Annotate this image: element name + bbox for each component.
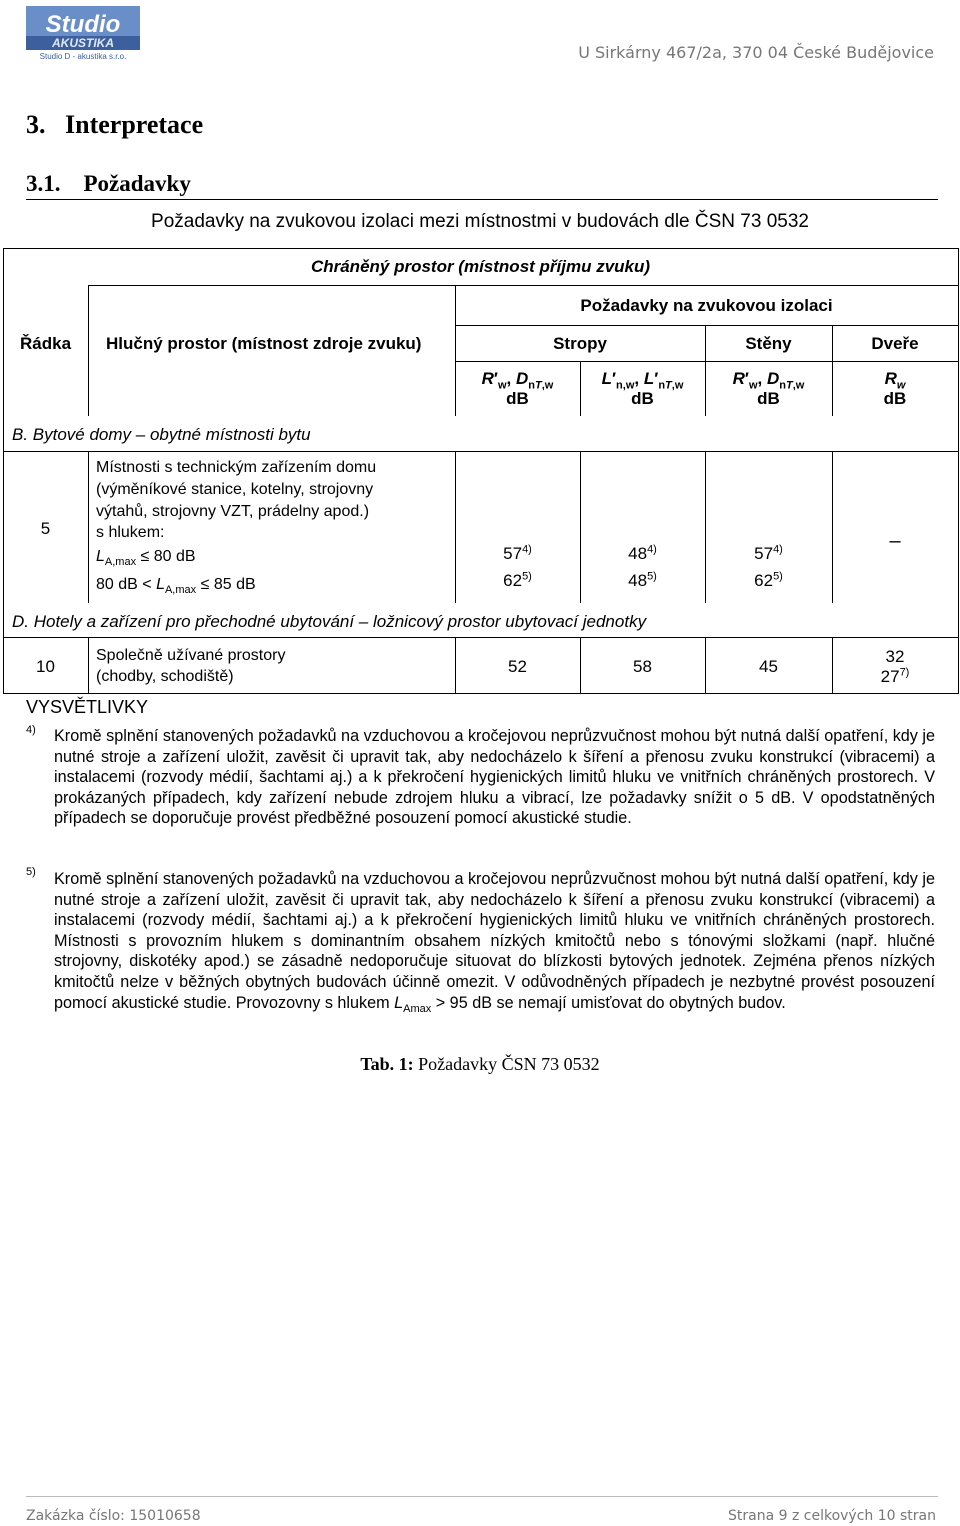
qty-ceiling-airborne: $R'_w$, $D_{nT,w}$ xyxy=(481,369,554,392)
row5-walls-1: 57$^{4)}$ xyxy=(754,543,783,563)
row5-number: 5 xyxy=(40,519,51,538)
row10-desc-line1: Společně užívané prostory xyxy=(96,647,286,664)
row5-ceiling-impact-1: 48$^{4)}$ xyxy=(628,543,657,563)
unit-doors: dB xyxy=(883,389,907,408)
unit-ceiling-airborne: dB xyxy=(506,389,529,408)
section-b-label: B. Bytové domy – obytné místnosti bytu xyxy=(12,425,311,444)
company-address: U Sirkárny 467/2a, 370 04 České Budějovice xyxy=(578,43,934,62)
svg-text:AKUSTIKA: AKUSTIKA xyxy=(52,36,114,50)
legend-note5-text: Kromě splnění stanovených požadavků na vzduchovou a kročejovou neprůzvučnost mohou být nutná další opatření, kdy je nutné stroje a zařízení uložit, zavěsit či upravit tak, aby nedocházelo k šíření a přenosu zvuku konstrukcí (vibracemi) a instalacemi (rozvody médií, šachtami aj.) a k překročení hygienických limitů hluku ve vnitřních chráněných prostorech. Místnosti s provozním hlukem s dominantním obsahem nízkých kmitočtů nebo s tónovými složkami (např. hlučné strojovny, diskotéky apod.) se zásadně nedoporučuje situovat do blízkosti bytových jednotek. Zejména přenos nízkých kmitočtů nelze v běžných obytných budovách účinně omezit. V odůvodněných případech je nezbytné provést posouzení pomocí akustické studie. Provozovny s hlukem $L_{Amax} > 95$ dB se nemají umisťovat do obytných budov. xyxy=(54,870,935,1015)
unit-walls-airborne: dB xyxy=(757,389,780,408)
col-doors-header: Dveře xyxy=(871,334,919,353)
row10-ceiling-impact: 58 xyxy=(633,657,652,676)
row10-walls: 45 xyxy=(759,657,778,676)
svg-text:Studio D - akustika s.r.o.: Studio D - akustika s.r.o. xyxy=(39,52,127,60)
subsection-heading: 3.1. Požadavky xyxy=(26,171,191,196)
requirements-header: Požadavky na zvukovou izolaci xyxy=(580,296,833,315)
row10-ceiling-airborne: 52 xyxy=(508,657,527,676)
row5-desc-line1: Místnosti s technickým zařízením domu xyxy=(96,459,377,476)
protected-space-header: Chráněný prostor (místnost příjmu zvuku) xyxy=(310,257,651,276)
legend-note4-mark: 4) xyxy=(26,724,36,736)
qty-doors: $R_w$ xyxy=(884,369,906,392)
qty-ceiling-impact: $L'_{n,w}$, $L'_{nT,w}$ xyxy=(601,369,684,392)
row5-desc-line2: (výměníkové stanice, kotelny, strojovny xyxy=(96,481,374,498)
row5-condition1: $L_{A,max} \le 80$ dB xyxy=(96,548,196,569)
row10-desc-line2: (chodby, schodiště) xyxy=(96,668,234,685)
company-logo xyxy=(26,6,140,60)
row5-doors: – xyxy=(889,530,901,552)
legend-note5-mark: 5) xyxy=(26,866,36,878)
qty-walls-airborne: $R'_w$, $D_{nT,w}$ xyxy=(732,369,805,392)
svg-text:Studio: Studio xyxy=(45,11,121,38)
col-ceilings-header: Stropy xyxy=(553,334,607,353)
row5-walls-2: 62$^{5)}$ xyxy=(754,570,783,590)
unit-ceiling-impact: dB xyxy=(631,389,654,408)
col-walls-header: Stěny xyxy=(745,334,792,353)
heading-rule xyxy=(26,199,938,200)
footer-page-number: Strana 9 z celkových 10 stran xyxy=(728,1508,936,1524)
row10-doors-1: 32 xyxy=(885,647,905,666)
section-d-label: D. Hotely a zařízení pro přechodné ubytování – ložnicový prostor ubytovací jednotky xyxy=(12,612,647,631)
row5-desc-line3: výtahů, strojovny VZT, prádelny apod.) xyxy=(96,503,370,520)
col-row-header: Řádka xyxy=(20,334,72,353)
col-source-header: Hlučný prostor (místnost zdroje zvuku) xyxy=(106,334,422,353)
row5-ceiling-airborne-1: 57$^{4)}$ xyxy=(503,543,532,563)
row10-doors-2: 27$^{7)}$ xyxy=(880,666,910,686)
row5-ceiling-airborne-2: 62$^{5)}$ xyxy=(503,570,532,590)
row10-number: 10 xyxy=(36,657,55,676)
table-caption: Tab. 1: Požadavky ČSN 73 0532 xyxy=(360,1054,600,1074)
table-title: Požadavky na zvukovou izolaci mezi místnostmi v budovách dle ČSN 73 0532 xyxy=(151,211,809,232)
section-heading: 3. Interpretace xyxy=(26,110,204,139)
legend-title: VYSVĚTLIVKY xyxy=(26,697,149,717)
legend-note4-text: Kromě splnění stanovených požadavků na vzduchovou a kročejovou neprůzvučnost mohou být nutná další opatření, kdy je nutné stroje a zařízení uložit, zavěsit či upravit tak, aby nedocházelo k šíření a přenosu zvuku konstrukcí (vibracemi) a instalacemi (rozvody médií, šachtami aj.) a k překročení hygienických limitů hluku ve vnitřních chráněných prostorech. V prokázaných případech, kdy zařízení nebude zdrojem hluku a vibrací, lze požadavky snížit o 5 dB. V opodstatněných případech se doporučuje provést předběžné posouzení pomocí akustické studie. xyxy=(54,727,935,828)
row5-ceiling-impact-2: 48$^{5)}$ xyxy=(628,570,657,590)
row5-desc-line4: s hlukem: xyxy=(96,524,165,541)
row5-condition2: 80 dB < $L_{A,max} \le 85$ dB xyxy=(96,576,256,597)
footer-order-number: Zakázka číslo: 15010658 xyxy=(26,1508,201,1524)
